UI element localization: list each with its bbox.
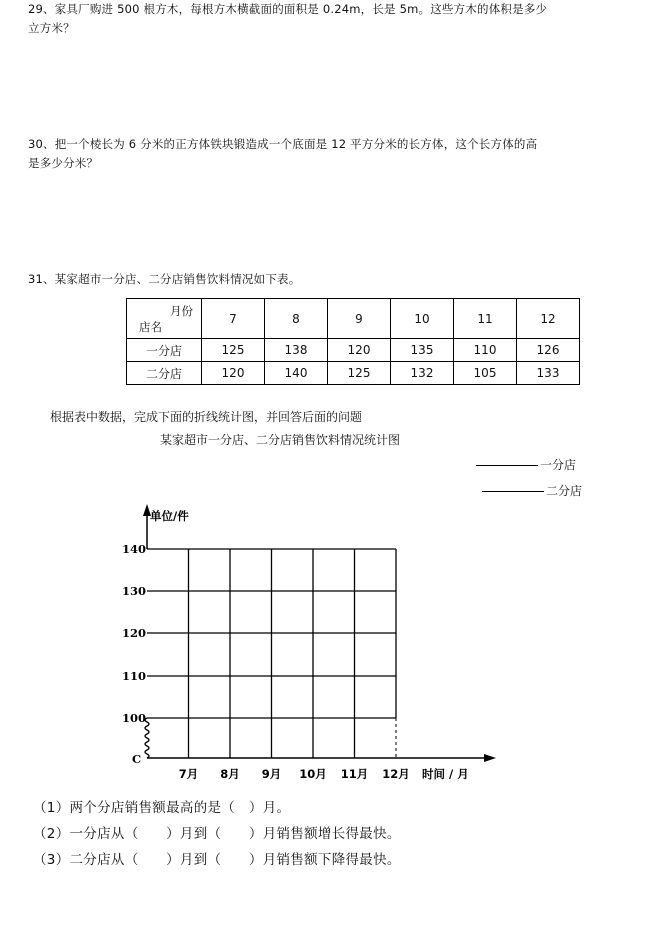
legend-store1	[476, 456, 576, 473]
y-origin-label: C	[132, 752, 142, 766]
table-row	[127, 339, 580, 362]
x-tick-label: 10月	[299, 767, 327, 781]
chart-title: 某家超市一分店、二分店销售饮料情况统计图	[160, 433, 401, 447]
legend-dashed-line	[482, 491, 544, 492]
x-tick-label: 12月	[382, 767, 410, 781]
store-name-cell: 一分店	[127, 339, 202, 362]
answer-question-3: （3）二分店从（ ）月到（ ）月销售额下降得最快。	[33, 852, 401, 868]
legend-store2	[476, 482, 582, 499]
x-axis-title: 时间 / 月	[422, 767, 469, 781]
table-cell: 105	[454, 362, 517, 385]
line-chart-grid	[0, 500, 660, 790]
legend-store1-label: 一分店	[540, 458, 577, 472]
question-30-line-2: 是多少分米？	[28, 156, 99, 170]
instruction-text: 根据表中数据，完成下面的折线统计图，并回答后面的问题	[50, 410, 363, 424]
table-cell: 135	[391, 339, 454, 362]
y-tick-label: 140	[122, 542, 147, 556]
table-cell: 126	[517, 339, 580, 362]
legend-store2-label: 二分店	[546, 484, 583, 498]
x-tick-label: 11月	[340, 767, 369, 781]
table-cell: 140	[265, 362, 328, 385]
table-cell: 138	[265, 339, 328, 362]
x-axis-arrow	[484, 754, 496, 762]
table-cell: 120	[328, 339, 391, 362]
month-header: 11	[454, 299, 517, 339]
y-tick-label: 120	[122, 626, 147, 640]
answer-question-1: （1）两个分店销售额最高的是（ ）月。	[33, 800, 291, 816]
corner-month-label: 月份	[170, 304, 193, 318]
table-corner-cell	[127, 299, 202, 339]
y-tick-label: 110	[122, 669, 147, 683]
month-header: 12	[517, 299, 580, 339]
table-cell: 133	[517, 362, 580, 385]
table-row	[127, 362, 580, 385]
y-axis-title: 单位/件	[150, 509, 189, 523]
question-31-line-1: 31、某家超市一分店、二分店销售饮料情况如下表。	[28, 272, 301, 286]
sales-table	[126, 298, 580, 385]
corner-store-label: 店名	[139, 320, 162, 334]
table-header-row	[127, 299, 580, 339]
month-header: 9	[328, 299, 391, 339]
store-name-cell: 二分店	[127, 362, 202, 385]
question-29	[28, 0, 628, 38]
x-tick-label: 9月	[261, 767, 282, 781]
answer-question-2: （2）一分店从（ ）月到（ ）月销售额增长得最快。	[33, 826, 401, 842]
month-header: 10	[391, 299, 454, 339]
x-tick-label: 8月	[220, 767, 240, 781]
question-29-line-1: 29、家具厂购进 500 根方木，每根方木横截面的面积是 0.24m，长是 5m。这些方木的体积是多少	[28, 2, 548, 16]
question-30-line-1: 30、把一个棱长为 6 分米的正方体铁块锻造成一个底面是 12 平方分米的长方体，这个长方体的高	[28, 137, 538, 151]
y-tick-label: 130	[122, 584, 147, 598]
question-31	[28, 270, 628, 289]
legend-solid-line	[476, 465, 538, 466]
table-cell: 110	[454, 339, 517, 362]
table-cell: 132	[391, 362, 454, 385]
month-header: 8	[265, 299, 328, 339]
table-cell: 120	[202, 362, 265, 385]
question-30	[28, 135, 628, 173]
x-tick-label: 7月	[178, 767, 199, 781]
month-header: 7	[202, 299, 265, 339]
y-tick-label: 100	[122, 711, 147, 725]
question-29-line-2: 立方米？	[28, 21, 75, 35]
table-cell: 125	[328, 362, 391, 385]
table-cell: 125	[202, 339, 265, 362]
